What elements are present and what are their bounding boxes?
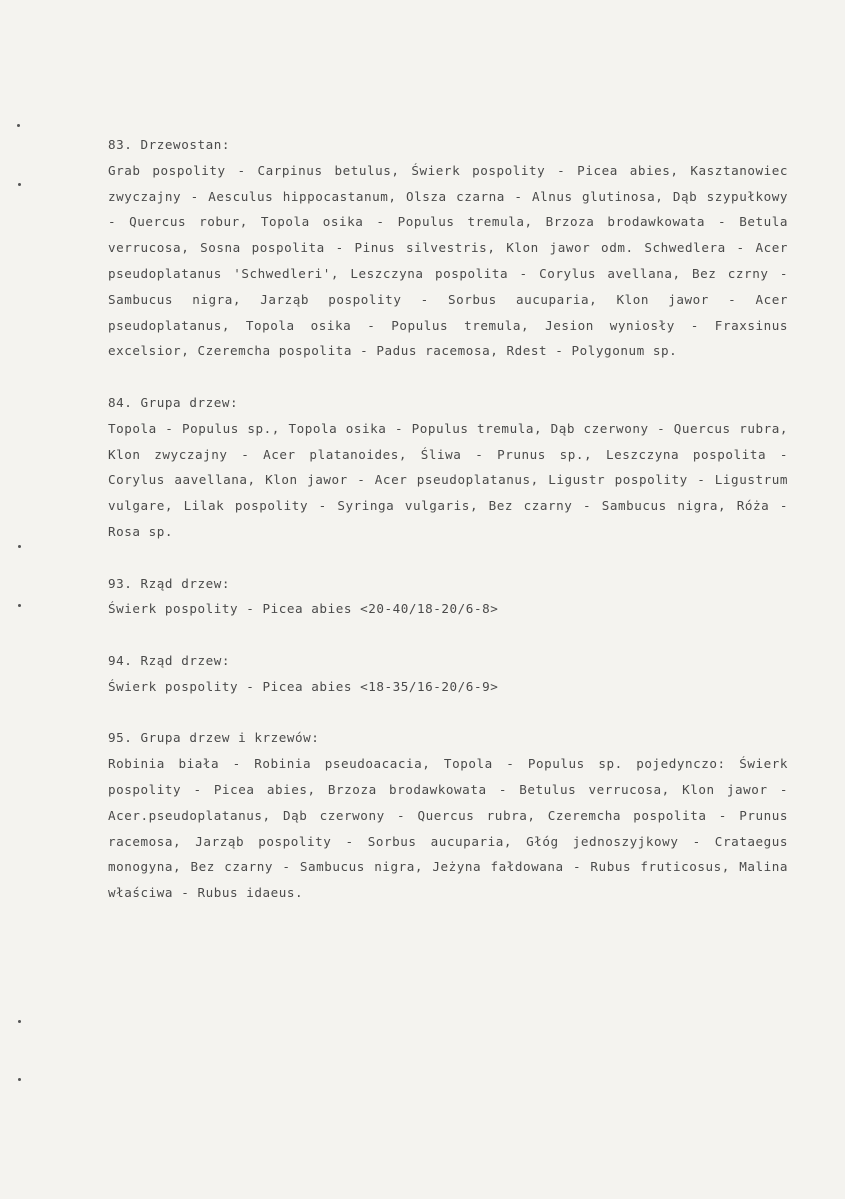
section-95 — [108, 725, 788, 906]
scan-mark — [18, 604, 21, 607]
section-text: Świerk pospolity - Picea abies <20-40/18-20/6-8> — [108, 601, 499, 617]
scan-mark — [17, 124, 20, 127]
section-94 — [108, 648, 788, 700]
section-93 — [108, 571, 788, 623]
scan-mark — [18, 545, 21, 548]
section-83 — [108, 132, 788, 364]
scan-mark — [18, 1020, 21, 1023]
section-text: Robinia biała - Robinia pseudoacacia, Topola - Populus sp. pojedynczo: Świerk pospolity - Picea abies, Brzoza brodawkowata - Betulus verrucosa, Klon jawor - Acer.pseudoplatanus, Dąb czerwony - Quercus rubra, Czeremcha pospolita - Prunus racemosa, Jarząb pospolity - Sorbus aucuparia, Głóg jednoszyjkowy - Crataegus monogyna, Bez czarny - Sambucus nigra, Jeżyna fałdowana - Rubus fruticosus, Malina właściwa - Rubus idaeus. — [108, 756, 788, 901]
scan-mark — [18, 1078, 21, 1081]
section-84 — [108, 390, 788, 545]
document-body — [108, 132, 788, 932]
section-heading: 95. Grupa drzew i krzewów: — [108, 730, 320, 746]
section-text: Świerk pospolity - Picea abies <18-35/16-20/6-9> — [108, 678, 499, 694]
section-heading: 83. Drzewostan: — [108, 137, 230, 152]
section-heading: 94. Rząd drzew: — [108, 652, 230, 668]
section-text: Grab pospolity - Carpinus betulus, Świerk pospolity - Picea abies, Kasztanowiec zwyczajny - Aesculus hippocastanum, Olsza czarna - Alnus glutinosa, Dąb szypułkowy - Quercus robur, Topola osika - Populus tremula, Brzoza brodawkowata - Betula verrucosa, Sosna pospolita - Pinus silvestris, Klon jawor odm. Schwedlera - Acer pseudoplatanus 'Schwedleri', Leszczyna pospolita - Corylus avellana, Bez czrny - Sambucus nigra, Jarząb pospolity - Sorbus aucuparia, Klon jawor - Acer pseudoplatanus, Topola osika - Populus tremula, Jesion wyniosły - Fraxsinus excelsior, Czeremcha pospolita - Padus racemosa, Rdest - Polygonum sp. — [108, 162, 788, 359]
section-heading: 84. Grupa drzew: — [108, 394, 239, 410]
scan-mark — [18, 183, 21, 186]
section-heading: 93. Rząd drzew: — [108, 575, 230, 591]
section-text: Topola - Populus sp., Topola osika - Populus tremula, Dąb czerwony - Quercus rubra, Klon zwyczajny - Acer platanoides, Śliwa - Prunus sp., Leszczyna pospolita - Corylus aavellana, Klon jawor - Acer pseudoplatanus, Ligustr pospolity - Ligustrum vulgare, Lilak pospolity - Syringa vulgaris, Bez czarny - Sambucus nigra, Róża - Rosa sp. — [108, 420, 788, 539]
